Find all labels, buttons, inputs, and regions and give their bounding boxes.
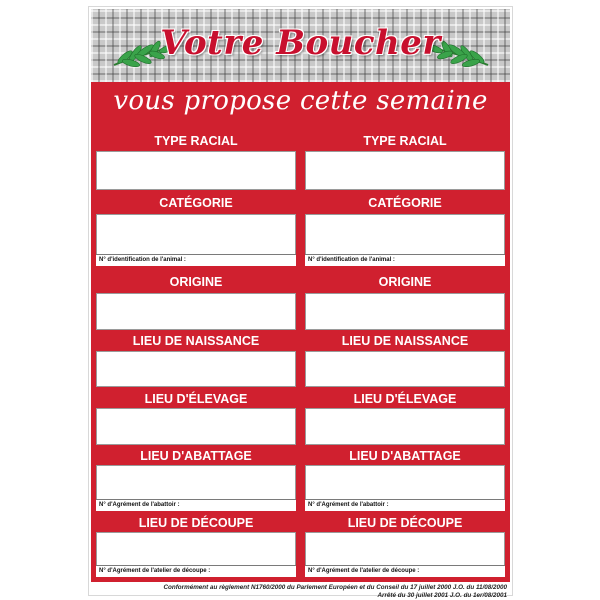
elevage-label: LIEU D'ÉLEVAGE [353, 392, 457, 406]
agrement-abattoir-note: N° d'Agrément de l'abattoir : [305, 499, 505, 511]
id-animal-note: N° d'identification de l'animal : [96, 254, 296, 266]
categorie-label: CATÉGORIE [159, 196, 233, 210]
origine-label: ORIGINE [378, 275, 432, 289]
origine-field[interactable] [305, 293, 505, 330]
elevage-field[interactable] [305, 408, 505, 445]
agrement-decoupe-note: N° d'Agrément de l'atelier de découpe : [96, 565, 296, 577]
legal-footer [95, 584, 507, 599]
origine-field[interactable] [96, 293, 296, 330]
decoupe-label: LIEU DE DÉCOUPE [347, 516, 463, 530]
abattage-label: LIEU D'ABATTAGE [349, 449, 461, 463]
header-title: Votre Boucher [160, 23, 441, 63]
origine-label: ORIGINE [169, 275, 223, 289]
naissance-field[interactable] [96, 351, 296, 387]
id-animal-note: N° d'identification de l'animal : [305, 254, 505, 266]
decoupe-label: LIEU DE DÉCOUPE [138, 516, 254, 530]
column-left [96, 82, 296, 582]
elevage-label: LIEU D'ÉLEVAGE [144, 392, 248, 406]
agrement-abattoir-note: N° d'Agrément de l'abattoir : [96, 499, 296, 511]
type-racial-field[interactable] [96, 151, 296, 190]
poster-header [91, 9, 510, 82]
subtitle: vous propose cette semaine [113, 86, 488, 116]
type-racial-field[interactable] [305, 151, 505, 190]
type-racial-label: TYPE RACIAL [154, 134, 238, 148]
footer-line-2: Arrêté du 30 juillet 2001 J.O. du 1er/08/2001 [377, 591, 507, 599]
type-racial-label: TYPE RACIAL [363, 134, 447, 148]
label-poster [88, 6, 513, 599]
naissance-field[interactable] [305, 351, 505, 387]
poster-body [91, 82, 510, 582]
abattage-label: LIEU D'ABATTAGE [140, 449, 252, 463]
elevage-field[interactable] [96, 408, 296, 445]
footer-line-1: Conformément au règlement N1760/2000 du Parlement Européen et du Conseil du 17 juillet 2000 J.O. du 11/08/2000 [163, 584, 507, 591]
categorie-label: CATÉGORIE [368, 196, 442, 210]
agrement-decoupe-note: N° d'Agrément de l'atelier de découpe : [305, 565, 505, 577]
column-right [305, 82, 505, 582]
naissance-label: LIEU DE NAISSANCE [132, 334, 260, 348]
naissance-label: LIEU DE NAISSANCE [341, 334, 469, 348]
